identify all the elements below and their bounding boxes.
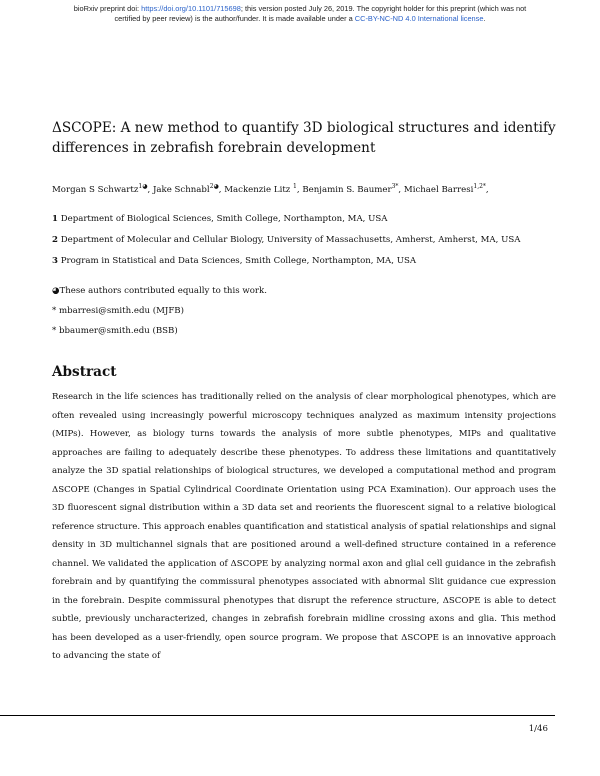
- banner-line-2-suffix: .: [483, 14, 486, 23]
- corresponding-email-2[interactable]: * bbaumer@smith.edu (BSB): [52, 326, 178, 336]
- equal-contribution-note: ◕These authors contributed equally to this work.: [52, 286, 267, 296]
- author-name: Benjamin S. Baumer: [302, 184, 392, 195]
- banner-line-1-prefix: bioRxiv preprint doi:: [73, 4, 142, 13]
- affiliation-2: [52, 234, 520, 246]
- affiliation-number: 2: [52, 235, 58, 245]
- banner-line-2-prefix: certified by peer review) is the author/funder. It is made available under a: [114, 14, 355, 23]
- banner-line-2: [0, 14, 600, 24]
- footer-divider: [0, 715, 555, 716]
- affiliation-3: [52, 255, 416, 267]
- affiliation-number: 1: [52, 214, 58, 224]
- affiliation-number: 3: [52, 256, 58, 266]
- author-name: Mackenzie Litz: [224, 184, 294, 195]
- author-affiliation-mark: 1: [293, 183, 297, 190]
- author-name: Jake Schnabl: [152, 184, 210, 195]
- affiliation-text: Department of Molecular and Cellular Biology, University of Massachusetts, Amherst, Amherst, MA, USA: [60, 235, 521, 245]
- banner-line-1-suffix: ; this version posted July 26, 2019. The copyright holder for this preprint (which was not: [240, 4, 527, 13]
- preprint-banner: [0, 4, 600, 24]
- page-number: 1/46: [528, 724, 548, 734]
- author-affiliation-mark: 2◕: [209, 183, 219, 190]
- abstract-body: Research in the life sciences has traditionally relied on the analysis of clear morphological phenotypes, which are often revealed using increasingly powerful microscopy techniques analyzed as maximum intensity projections (MIPs). However, as biology turns towards the analysis of more subtle phenotypes, MIPs and qualitative approaches are failing to adequately describe these phenotypes. To address these limitations and quantitatively analyze the 3D spatial relationships of biological structures, we developed a computational method and program ΔSCOPE (Changes in Spatial Cylindrical Coordinate Orientation using PCA Examination). Our approach uses the 3D fluorescent signal distribution within a 3D data set and reorients the fluorescent signal to a relative biological reference structure. This approach enables quantification and statistical analysis of spatial relationships and signal density in 3D multichannel signals that are positioned around a well-defined structure contained in a reference channel. We validated the application of ΔSCOPE by analyzing normal axon and glial cell guidance in the zebrafish forebrain and by quantifying the commissural phenotypes associated with abnormal Slit guidance cue expression in the forebrain. Despite commissural phenotypes that disrupt the reference structure, ΔSCOPE is able to detect subtle, previously uncharacterized, changes in zebrafish forebrain midline crossing axons and glia. This method has been developed as a user-friendly, open source program. We propose that ΔSCOPE is an innovative approach to advancing the state of: [52, 392, 556, 661]
- author-affiliation-mark: 1,2*: [473, 183, 486, 190]
- banner-line-1: [0, 4, 600, 14]
- paper-title: ΔSCOPE: A new method to quantify 3D biological structures and identify differences in zebrafish forebrain development: [52, 120, 556, 156]
- author-name: Michael Barresi: [403, 184, 474, 195]
- affiliation-text: Program in Statistical and Data Sciences, Smith College, Northampton, MA, USA: [60, 256, 417, 266]
- author-name: Morgan S Schwartz: [52, 184, 139, 195]
- author-list: Morgan S Schwartz$^{1◕}$, Jake Schnabl$^{2◕}$, Mackenzie Litz $^1$, Benjamin S. Baumer$^{3*}$, Michael Barresi$^{1,2*}$,: [52, 183, 489, 195]
- doi-link[interactable]: https://doi.org/10.1101/715698: [141, 4, 241, 13]
- license-link[interactable]: CC-BY-NC-ND 4.0 International license: [354, 14, 484, 23]
- corresponding-email-1[interactable]: * mbarresi@smith.edu (MJFB): [52, 306, 184, 316]
- affiliation-text: Department of Biological Sciences, Smith College, Northampton, MA, USA: [60, 214, 388, 224]
- author-affiliation-mark: 1◕: [138, 183, 148, 190]
- abstract-heading: Abstract: [52, 364, 117, 380]
- affiliation-1: [52, 213, 387, 225]
- author-affiliation-mark: 3*: [391, 183, 399, 190]
